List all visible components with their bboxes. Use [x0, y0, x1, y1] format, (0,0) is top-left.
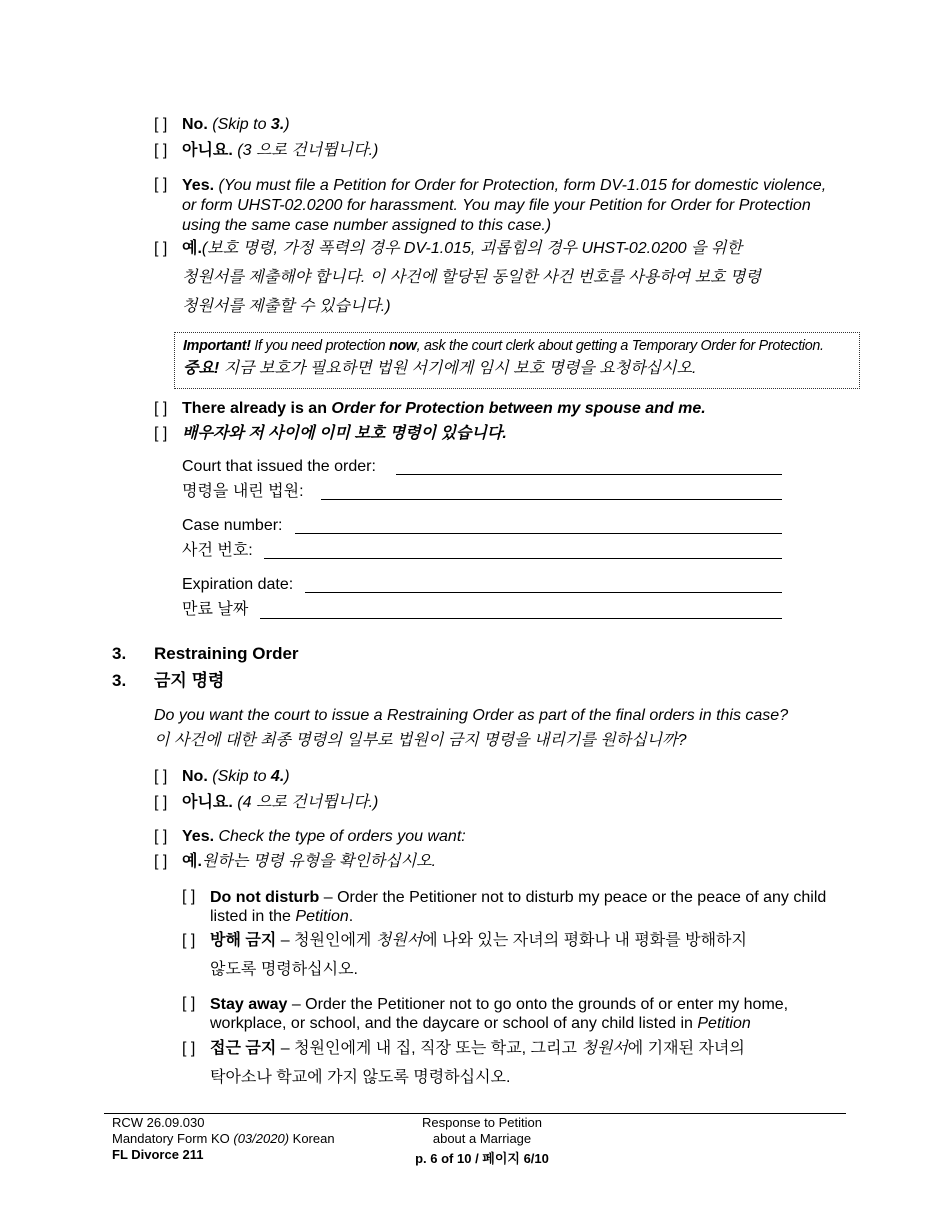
- court-input[interactable]: [396, 474, 782, 475]
- checkbox-ro-yes[interactable]: [ ]: [154, 828, 168, 845]
- expiration-input[interactable]: [305, 592, 782, 593]
- footer-form: Mandatory Form KO (03/2020) Korean: [112, 1131, 335, 1146]
- option-yes-ko-line3: 청원서를 제출할 수 있습니다.): [182, 298, 391, 315]
- checkbox-already-ko[interactable]: [ ]: [154, 425, 168, 442]
- option-yes-en: Yes. (You must file a Petition for Order for Protection, form DV-1.015 for domestic violence, or form UHST-02.0200 for harassment. You may file your Petition for Order for Protection using the same case number assigned to this case.): [182, 177, 827, 234]
- question-ko: 이 사건에 대한 최종 명령의 일부로 법원이 금지 명령을 내리기를 원하십니까?: [154, 732, 687, 749]
- option-no-ko: 아니요. (3 으로 건너뜁니다.): [182, 142, 379, 159]
- checkbox-ro-yes-ko[interactable]: [ ]: [154, 853, 168, 870]
- checkbox-no-ko[interactable]: [ ]: [154, 142, 168, 159]
- checkbox-no[interactable]: [ ]: [154, 116, 168, 133]
- do-not-disturb-ko-line1: 방해 금지 – 청원인에게 청원서에 나와 있는 자녀의 평화나 내 평화를 방해하지: [210, 932, 747, 949]
- footer-divider: [104, 1113, 846, 1114]
- expiration-label-ko: 만료 날짜: [182, 601, 249, 618]
- checkbox-already[interactable]: [ ]: [154, 400, 168, 417]
- ro-yes-en: Yes. Check the type of orders you want:: [182, 828, 466, 845]
- checkbox-stay-away[interactable]: [ ]: [182, 995, 196, 1012]
- section-title-en: Restraining Order: [154, 644, 299, 663]
- stay-away-ko-line1: 접근 금지 – 청원인에게 내 집, 직장 또는 학교, 그리고 청원서에 기재된 자녀의: [210, 1040, 745, 1057]
- checkbox-yes[interactable]: [ ]: [154, 176, 168, 193]
- court-label-ko: 명령을 내린 법원:: [182, 483, 304, 500]
- section-number: 3.: [112, 644, 127, 663]
- expiration-label-en: Expiration date:: [182, 576, 294, 593]
- do-not-disturb-ko-line2: 않도록 명령하십시오.: [210, 961, 358, 978]
- important-notice-ko: 중요! 지금 보호가 필요하면 법원 서기에게 임시 보호 명령을 요청하십시오.: [183, 360, 697, 377]
- case-number-input[interactable]: [295, 533, 782, 534]
- ro-yes-ko: 예.원하는 명령 유형을 확인하십시오.: [182, 853, 437, 870]
- ro-no-en: No. (Skip to 4.): [182, 768, 290, 785]
- checkbox-ro-no-ko[interactable]: [ ]: [154, 794, 168, 811]
- option-already-ko: 배우자와 저 사이에 이미 보호 명령이 있습니다.: [182, 425, 507, 442]
- footer-title-line1: Response to Petition: [422, 1115, 542, 1130]
- checkbox-stay-away-ko[interactable]: [ ]: [182, 1040, 196, 1057]
- expiration-input-ko[interactable]: [260, 618, 782, 619]
- stay-away-ko-line2: 탁아소나 학교에 가지 않도록 명령하십시오.: [210, 1069, 511, 1086]
- case-number-input-ko[interactable]: [264, 558, 782, 559]
- important-notice-en: Important! If you need protection now, ask the court clerk about getting a Temporary Order for Protection.: [183, 338, 824, 354]
- footer-page-number: p. 6 of 10 / 페이지 6/10: [415, 1151, 549, 1166]
- checkbox-do-not-disturb-ko[interactable]: [ ]: [182, 932, 196, 949]
- do-not-disturb-en: Do not disturb – Order the Petitioner not to disturb my peace or the peace of any child listed in the Petition.: [210, 889, 827, 925]
- question-en: Do you want the court to issue a Restraining Order as part of the final orders in this case?: [154, 707, 789, 724]
- ro-no-ko: 아니요. (4 으로 건너뜁니다.): [182, 794, 379, 811]
- checkbox-yes-ko[interactable]: [ ]: [154, 240, 168, 257]
- footer-form-id: FL Divorce 211: [112, 1147, 204, 1162]
- case-label-ko: 사건 번호:: [182, 542, 253, 559]
- footer-rcw: RCW 26.09.030: [112, 1115, 205, 1130]
- option-yes-ko-line1: 예.(보호 명령, 가정 폭력의 경우 DV-1.015, 괴롭힘의 경우 UHST-02.0200 을 위한: [182, 240, 742, 257]
- court-label-en: Court that issued the order:: [182, 458, 376, 475]
- case-label-en: Case number:: [182, 517, 283, 534]
- checkbox-do-not-disturb[interactable]: [ ]: [182, 888, 196, 905]
- section-title-ko: 금지 명령: [154, 671, 225, 690]
- footer-title-line2: about a Marriage: [432, 1131, 532, 1146]
- checkbox-ro-no[interactable]: [ ]: [154, 768, 168, 785]
- section-number-ko: 3.: [112, 671, 127, 690]
- stay-away-en: Stay away – Order the Petitioner not to go onto the grounds of or enter my home, workplace, or school, and the daycare or school of any child listed in Petition: [210, 996, 789, 1032]
- option-yes-ko-line2: 청원서를 제출해야 합니다. 이 사건에 할당된 동일한 사건 번호를 사용하여 보호 명령: [182, 269, 761, 286]
- option-no-en: No. (Skip to 3.): [182, 116, 290, 133]
- option-already-en: There already is an Order for Protection between my spouse and me.: [182, 400, 706, 417]
- court-input-ko[interactable]: [321, 499, 782, 500]
